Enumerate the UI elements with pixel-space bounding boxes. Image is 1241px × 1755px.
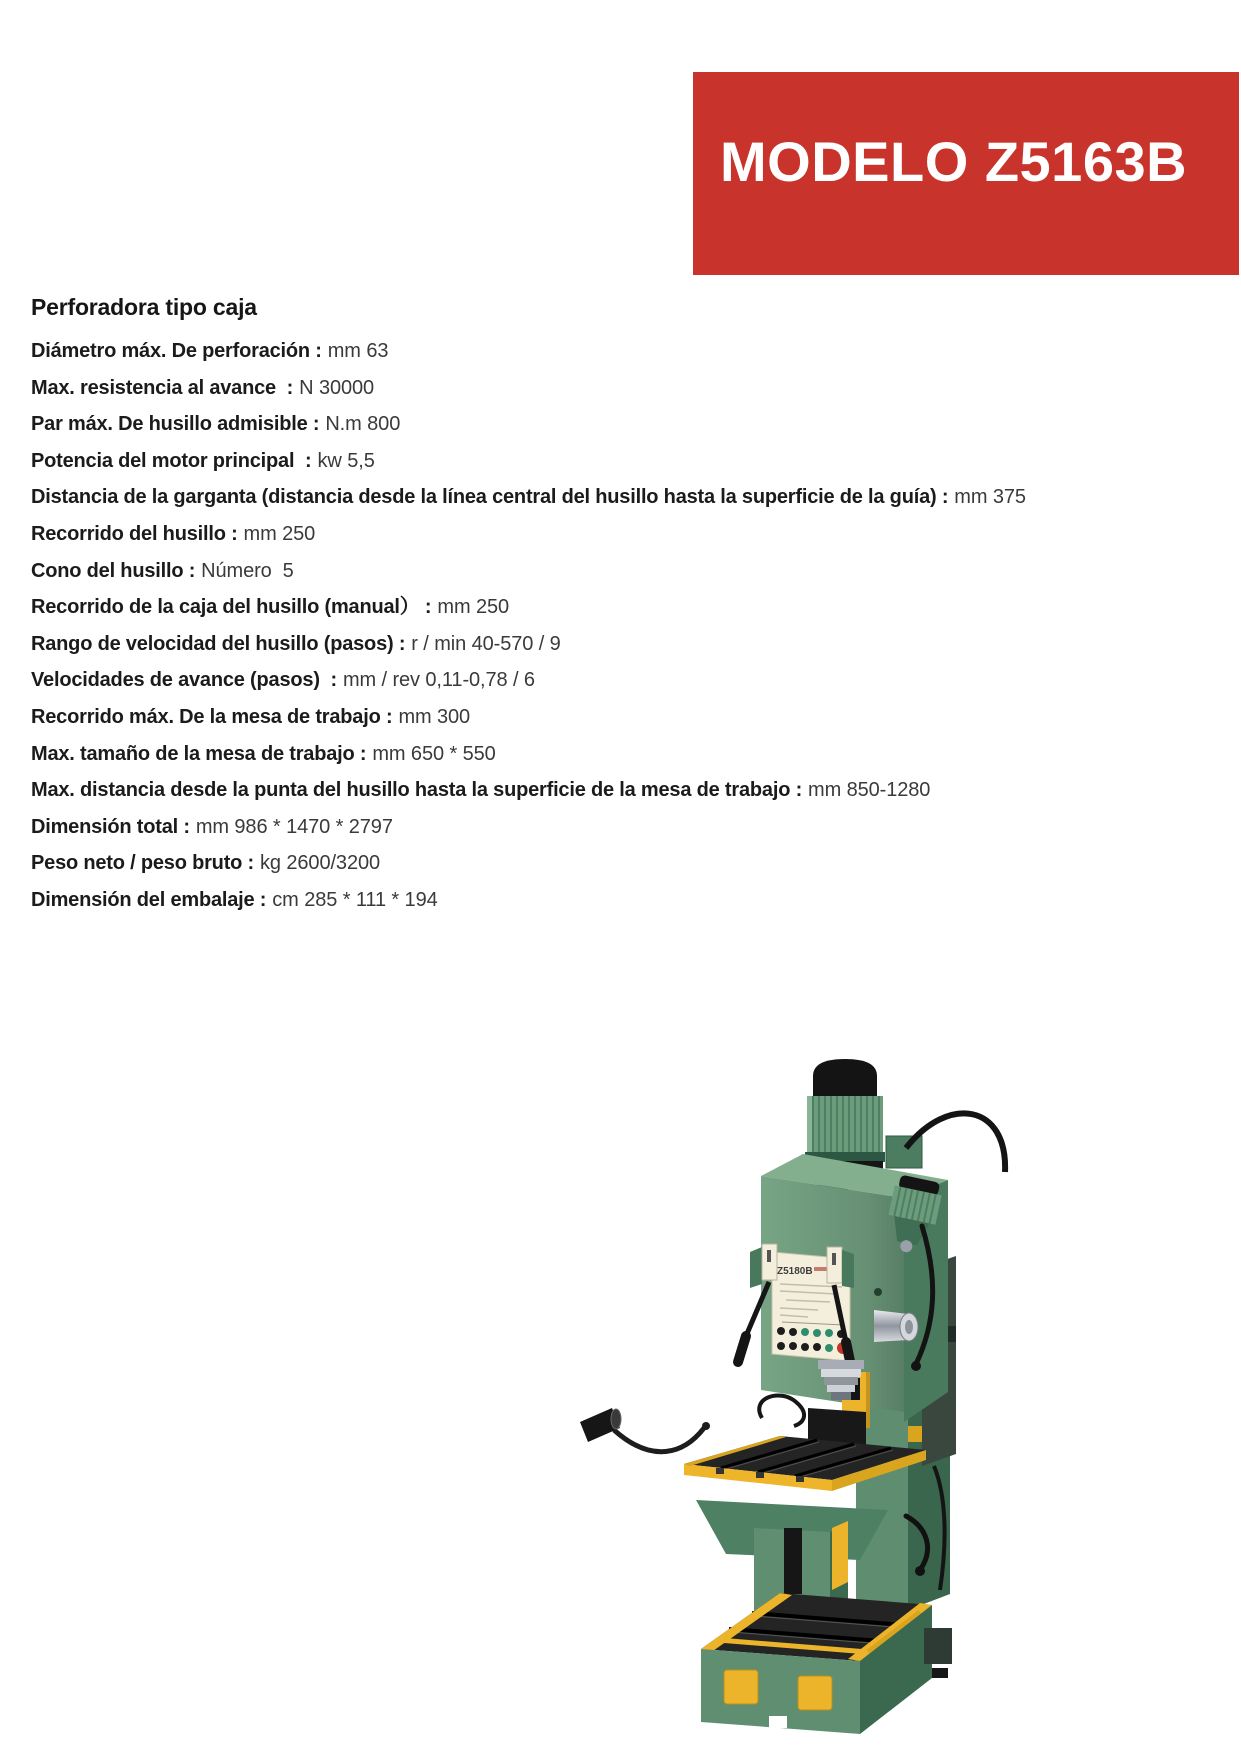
spec-label: Dimensión total : — [31, 815, 190, 838]
spec-row — [31, 406, 1041, 443]
machine-feed-hub — [874, 1310, 918, 1342]
spec-label: Peso neto / peso bruto : — [31, 852, 254, 875]
spec-value: mm 650 * 550 — [372, 742, 496, 765]
spec-label: Max. resistencia al avance : — [31, 376, 294, 399]
spec-row — [31, 516, 1041, 553]
spec-value: mm / rev 0,11-0,78 / 6 — [342, 669, 535, 692]
spec-row — [31, 370, 1041, 407]
machine-photo — [556, 1030, 1036, 1755]
spec-label: Velocidades de avance (pasos) : — [31, 669, 337, 692]
spec-row — [31, 443, 1041, 480]
spec-label: Par máx. De husillo admisible : — [31, 413, 320, 436]
spec-label: Distancia de la garganta (distancia desde la línea central del husillo hasta la superficie de la guía) : — [31, 486, 949, 509]
spec-value: Número 5 — [201, 559, 294, 582]
machine-cable — [886, 1113, 1005, 1172]
spec-row — [31, 699, 1041, 736]
spec-value: kg 2600/3200 — [260, 852, 381, 875]
spec-value: mm 850-1280 — [808, 779, 931, 802]
spec-value: cm 285 * 111 * 194 — [272, 888, 438, 911]
machine-label-text: Z5180B — [777, 1266, 813, 1277]
spec-label: Rango de velocidad del husillo (pasos) : — [31, 632, 406, 655]
spec-label: Cono del husillo : — [31, 559, 196, 582]
spec-row — [31, 736, 1041, 773]
spec-row — [31, 626, 1041, 663]
spec-value: N.m 800 — [325, 413, 401, 436]
spec-value: kw 5,5 — [317, 449, 375, 472]
page-title: Perforadora tipo caja — [31, 294, 257, 320]
spec-value: mm 250 — [437, 596, 510, 619]
spec-value: mm 63 — [327, 340, 389, 362]
spec-value: r / min 40-570 / 9 — [411, 632, 561, 655]
spec-value: N 30000 — [299, 376, 375, 399]
spec-label: Diámetro máx. De perforación : — [31, 340, 322, 362]
spec-label: Recorrido máx. De la mesa de trabajo : — [31, 705, 393, 728]
spec-row — [31, 662, 1041, 699]
spec-row — [31, 479, 1041, 516]
spec-label: Max. distancia desde la punta del husillo hasta la superficie de la mesa de trabajo : — [31, 779, 803, 802]
spec-row — [31, 553, 1041, 590]
machine-base — [701, 1593, 952, 1734]
model-banner — [693, 72, 1239, 275]
machine-work-lamp — [580, 1408, 710, 1452]
machine-handle — [759, 1395, 804, 1426]
spec-label: Recorrido del husillo : — [31, 522, 238, 545]
spec-row — [31, 772, 1041, 809]
spec-label: Potencia del motor principal : — [31, 449, 312, 472]
spec-row — [31, 809, 1041, 846]
spec-row — [31, 333, 1041, 370]
spec-label: Max. tamaño de la mesa de trabajo : — [31, 742, 367, 765]
model-title: MODELO Z5163B — [720, 129, 1188, 193]
spec-row — [31, 589, 1041, 626]
spec-section — [31, 292, 1041, 919]
spec-value: mm 986 * 1470 * 2797 — [195, 815, 393, 838]
spec-row — [31, 845, 1041, 882]
spec-label: Dimensión del embalaje : — [31, 888, 267, 911]
spec-label: Recorrido de la caja del husillo (manual） : — [31, 596, 432, 619]
spec-row — [31, 882, 1041, 919]
spec-value: mm 300 — [398, 705, 471, 728]
spec-value: mm 250 — [243, 522, 316, 545]
spec-value: mm 375 — [954, 486, 1026, 509]
